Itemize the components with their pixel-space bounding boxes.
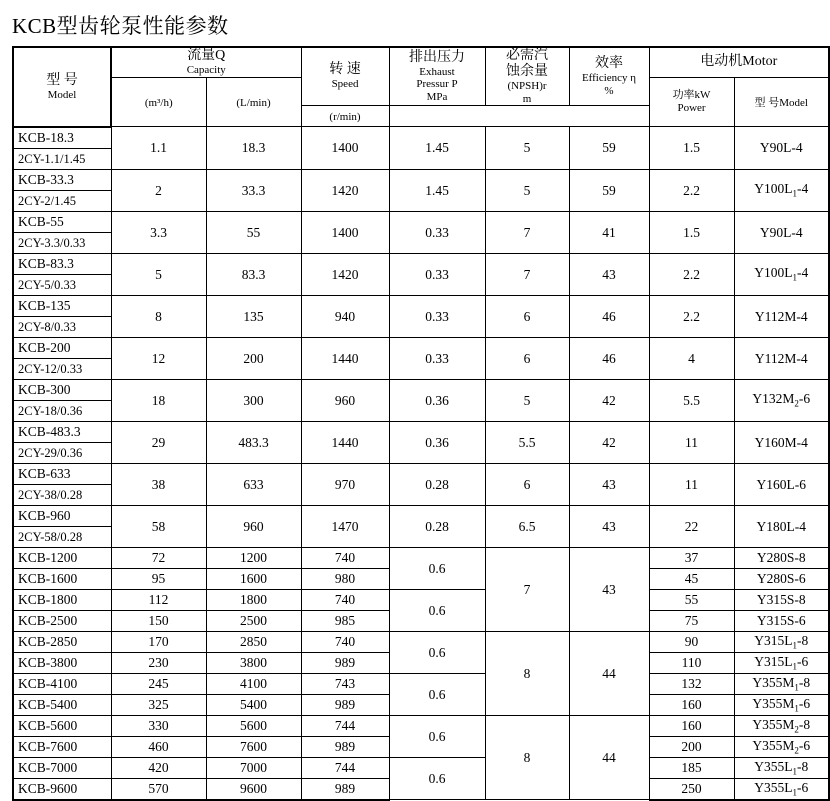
cell-motor-model: $Y355M_2-8$	[734, 715, 829, 736]
table-row	[13, 295, 829, 316]
cell-capacity-lmin: 33.3	[206, 169, 301, 211]
cell-model-alt: 2CY-12/0.33	[13, 358, 111, 379]
performance-table	[12, 46, 830, 801]
cell-speed: 1400	[301, 127, 389, 170]
cell-speed: 940	[301, 295, 389, 337]
cell-capacity-m3h: 5	[111, 253, 206, 295]
cell-model: KCB-1600	[13, 568, 111, 589]
cell-motor-model: Y160M-4	[734, 421, 829, 463]
cell-motor-power: 90	[649, 631, 734, 652]
cell-motor-model: $Y355L_1-6$	[734, 778, 829, 800]
cell-model: KCB-83.3	[13, 253, 111, 274]
cell-capacity-lmin: 18.3	[206, 127, 301, 170]
cell-speed: 970	[301, 463, 389, 505]
cell-motor-power: 4	[649, 337, 734, 379]
cell-speed: 740	[301, 589, 389, 610]
cell-capacity-m3h: 230	[111, 652, 206, 673]
cell-efficiency: 44	[569, 631, 649, 715]
cell-capacity-m3h: 330	[111, 715, 206, 736]
header-efficiency	[569, 47, 649, 106]
cell-capacity-m3h: 29	[111, 421, 206, 463]
cell-model: KCB-483.3	[13, 421, 111, 442]
cell-speed: 1420	[301, 253, 389, 295]
cell-motor-model: $Y315L_1-8$	[734, 631, 829, 652]
table-row	[13, 127, 829, 149]
header-model	[13, 47, 111, 127]
cell-motor-power: 1.5	[649, 127, 734, 170]
cell-speed: 960	[301, 379, 389, 421]
cell-capacity-lmin: 200	[206, 337, 301, 379]
header-efficiency-cn: 效率	[595, 56, 624, 72]
header-pressure	[389, 47, 485, 106]
cell-npsh: 6.5	[485, 505, 569, 547]
table-row	[13, 505, 829, 526]
cell-capacity-lmin: 9600	[206, 778, 301, 800]
cell-capacity-m3h: 72	[111, 547, 206, 568]
cell-motor-model: $Y100L_1-4$	[734, 253, 829, 295]
cell-efficiency: 43	[569, 253, 649, 295]
cell-speed: 989	[301, 736, 389, 757]
cell-motor-model: Y280S-8	[734, 547, 829, 568]
cell-pressure: 0.33	[389, 253, 485, 295]
cell-model: KCB-2500	[13, 610, 111, 631]
table-row	[13, 547, 829, 568]
cell-motor-power: 2.2	[649, 295, 734, 337]
cell-speed: 1420	[301, 169, 389, 211]
cell-model: KCB-200	[13, 337, 111, 358]
cell-motor-model: Y90L-4	[734, 211, 829, 253]
table-body	[13, 127, 829, 800]
cell-capacity-lmin: 135	[206, 295, 301, 337]
cell-pressure: 0.6	[389, 547, 485, 589]
cell-npsh: 7	[485, 547, 569, 631]
cell-efficiency: 43	[569, 463, 649, 505]
cell-pressure: 0.36	[389, 379, 485, 421]
cell-capacity-lmin: 5600	[206, 715, 301, 736]
header-speed-en: Speed	[331, 78, 359, 91]
cell-motor-model: $Y315L_1-6$	[734, 652, 829, 673]
cell-pressure: 0.6	[389, 673, 485, 715]
cell-model: KCB-5400	[13, 694, 111, 715]
cell-efficiency: 43	[569, 505, 649, 547]
cell-motor-power: 185	[649, 757, 734, 778]
cell-pressure: 0.28	[389, 463, 485, 505]
cell-capacity-lmin: 1200	[206, 547, 301, 568]
header-npsh	[485, 47, 569, 106]
cell-capacity-m3h: 3.3	[111, 211, 206, 253]
cell-npsh: 7	[485, 211, 569, 253]
cell-capacity-lmin: 960	[206, 505, 301, 547]
cell-capacity-lmin: 3800	[206, 652, 301, 673]
table-header	[13, 47, 829, 127]
header-motor-model: 型 号Model	[734, 77, 829, 127]
cell-motor-model: Y112M-4	[734, 337, 829, 379]
cell-capacity-m3h: 18	[111, 379, 206, 421]
cell-motor-model: Y315S-6	[734, 610, 829, 631]
cell-motor-power: 2.2	[649, 253, 734, 295]
cell-motor-power: 110	[649, 652, 734, 673]
cell-model: KCB-18.3	[13, 127, 111, 149]
header-npsh-cn2: 蚀余量	[506, 64, 549, 80]
cell-efficiency: 46	[569, 295, 649, 337]
cell-pressure: 0.6	[389, 589, 485, 631]
cell-npsh: 6	[485, 337, 569, 379]
cell-capacity-m3h: 38	[111, 463, 206, 505]
cell-npsh: 6	[485, 463, 569, 505]
header-speed-cn: 转 速	[329, 62, 361, 78]
header-npsh-en1: (NPSH)r	[507, 80, 547, 93]
cell-model: KCB-7000	[13, 757, 111, 778]
cell-model: KCB-1200	[13, 547, 111, 568]
cell-model-alt: 2CY-5/0.33	[13, 274, 111, 295]
header-efficiency-unit: %	[604, 84, 614, 97]
cell-capacity-lmin: 1800	[206, 589, 301, 610]
cell-capacity-lmin: 2850	[206, 631, 301, 652]
cell-motor-model: Y180L-4	[734, 505, 829, 547]
table-row	[13, 337, 829, 358]
cell-npsh: 7	[485, 253, 569, 295]
cell-npsh: 6	[485, 295, 569, 337]
cell-capacity-m3h: 95	[111, 568, 206, 589]
cell-capacity-lmin: 55	[206, 211, 301, 253]
header-model-en: Model	[47, 88, 77, 101]
cell-motor-model: Y280S-6	[734, 568, 829, 589]
cell-motor-model: $Y100L_1-4$	[734, 169, 829, 211]
cell-capacity-m3h: 150	[111, 610, 206, 631]
cell-capacity-lmin: 5400	[206, 694, 301, 715]
cell-capacity-m3h: 245	[111, 673, 206, 694]
table-row	[13, 379, 829, 400]
cell-model: KCB-135	[13, 295, 111, 316]
cell-efficiency: 59	[569, 127, 649, 170]
cell-speed: 740	[301, 631, 389, 652]
cell-motor-model: Y160L-6	[734, 463, 829, 505]
cell-model: KCB-5600	[13, 715, 111, 736]
cell-model: KCB-2850	[13, 631, 111, 652]
table-row	[13, 715, 829, 736]
cell-motor-power: 37	[649, 547, 734, 568]
cell-pressure: 1.45	[389, 169, 485, 211]
cell-speed: 1400	[301, 211, 389, 253]
cell-motor-power: 55	[649, 589, 734, 610]
cell-motor-power: 75	[649, 610, 734, 631]
cell-efficiency: 42	[569, 379, 649, 421]
cell-pressure: 1.45	[389, 127, 485, 170]
cell-motor-model: $Y132M_2-6$	[734, 379, 829, 421]
cell-capacity-m3h: 1.1	[111, 127, 206, 170]
cell-model: KCB-9600	[13, 778, 111, 800]
cell-pressure: 0.28	[389, 505, 485, 547]
header-model-cn: 型 号	[46, 72, 78, 88]
cell-speed: 1440	[301, 337, 389, 379]
cell-motor-power: 2.2	[649, 169, 734, 211]
cell-capacity-lmin: 300	[206, 379, 301, 421]
cell-capacity-m3h: 460	[111, 736, 206, 757]
cell-model: KCB-960	[13, 505, 111, 526]
cell-capacity-lmin: 1600	[206, 568, 301, 589]
cell-speed: 740	[301, 547, 389, 568]
header-pressure-en3: MPa	[426, 91, 448, 104]
header-capacity-en: Capacity	[186, 64, 226, 77]
cell-pressure: 0.33	[389, 295, 485, 337]
cell-motor-model: Y315S-8	[734, 589, 829, 610]
cell-motor-model: $Y355L_1-8$	[734, 757, 829, 778]
cell-efficiency: 42	[569, 421, 649, 463]
table-row	[13, 211, 829, 232]
cell-capacity-m3h: 420	[111, 757, 206, 778]
cell-capacity-lmin: 2500	[206, 610, 301, 631]
header-motor-power: 功率kW Power	[649, 77, 734, 127]
cell-efficiency: 46	[569, 337, 649, 379]
table-row	[13, 757, 829, 778]
cell-model-alt: 2CY-38/0.28	[13, 484, 111, 505]
header-capacity-cn: 流量Q	[187, 48, 226, 63]
header-speed-unit: (r/min)	[301, 106, 389, 127]
cell-pressure: 0.6	[389, 757, 485, 800]
table-row	[13, 463, 829, 484]
header-capacity-unit-lmin: (L/min)	[206, 77, 301, 127]
cell-motor-power: 160	[649, 694, 734, 715]
header-motor-cn: 电动机Motor	[700, 54, 778, 70]
cell-speed: 1470	[301, 505, 389, 547]
cell-pressure: 0.6	[389, 631, 485, 673]
cell-speed: 989	[301, 694, 389, 715]
header-pressure-cn: 排出压力	[409, 49, 466, 65]
cell-model-alt: 2CY-58/0.28	[13, 526, 111, 547]
cell-speed: 985	[301, 610, 389, 631]
cell-pressure: 0.33	[389, 337, 485, 379]
table-row	[13, 631, 829, 652]
cell-model: KCB-300	[13, 379, 111, 400]
header-speed	[301, 47, 389, 106]
cell-model-alt: 2CY-8/0.33	[13, 316, 111, 337]
cell-model: KCB-3800	[13, 652, 111, 673]
cell-model: KCB-1800	[13, 589, 111, 610]
cell-capacity-lmin: 483.3	[206, 421, 301, 463]
cell-motor-power: 11	[649, 463, 734, 505]
header-efficiency-en: Efficiency η	[581, 72, 637, 85]
cell-efficiency: 44	[569, 715, 649, 800]
cell-motor-power: 11	[649, 421, 734, 463]
cell-speed: 989	[301, 778, 389, 800]
cell-model: KCB-33.3	[13, 169, 111, 190]
cell-model-alt: 2CY-2/1.45	[13, 190, 111, 211]
cell-motor-power: 45	[649, 568, 734, 589]
cell-efficiency: 43	[569, 547, 649, 631]
cell-capacity-lmin: 7000	[206, 757, 301, 778]
cell-model: KCB-55	[13, 211, 111, 232]
table-row	[13, 421, 829, 442]
cell-capacity-m3h: 112	[111, 589, 206, 610]
cell-model-alt: 2CY-18/0.36	[13, 400, 111, 421]
cell-npsh: 5	[485, 379, 569, 421]
header-motor	[649, 47, 829, 77]
cell-capacity-m3h: 12	[111, 337, 206, 379]
cell-model: KCB-7600	[13, 736, 111, 757]
cell-capacity-lmin: 4100	[206, 673, 301, 694]
cell-npsh: 8	[485, 715, 569, 800]
cell-npsh: 5	[485, 127, 569, 170]
cell-capacity-lmin: 633	[206, 463, 301, 505]
cell-npsh: 8	[485, 631, 569, 715]
cell-pressure: 0.36	[389, 421, 485, 463]
header-pressure-en1: Exhaust	[419, 65, 455, 78]
cell-model: KCB-4100	[13, 673, 111, 694]
cell-efficiency: 41	[569, 211, 649, 253]
cell-motor-power: 200	[649, 736, 734, 757]
table-row	[13, 673, 829, 694]
header-pressure-en2: Pressur P	[416, 78, 458, 91]
cell-motor-power: 5.5	[649, 379, 734, 421]
cell-motor-model: Y112M-4	[734, 295, 829, 337]
cell-pressure: 0.6	[389, 715, 485, 757]
cell-motor-power: 160	[649, 715, 734, 736]
cell-speed: 743	[301, 673, 389, 694]
cell-motor-power: 250	[649, 778, 734, 800]
cell-npsh: 5.5	[485, 421, 569, 463]
cell-capacity-m3h: 58	[111, 505, 206, 547]
cell-model-alt: 2CY-29/0.36	[13, 442, 111, 463]
header-npsh-cn1: 必需汽	[506, 48, 549, 63]
cell-speed: 980	[301, 568, 389, 589]
cell-motor-model: $Y355M_1-8$	[734, 673, 829, 694]
cell-motor-model: Y90L-4	[734, 127, 829, 170]
cell-model-alt: 2CY-1.1/1.45	[13, 148, 111, 169]
table-row	[13, 589, 829, 610]
cell-capacity-m3h: 2	[111, 169, 206, 211]
cell-capacity-m3h: 8	[111, 295, 206, 337]
cell-motor-power: 132	[649, 673, 734, 694]
cell-motor-power: 22	[649, 505, 734, 547]
cell-capacity-lmin: 7600	[206, 736, 301, 757]
cell-motor-power: 1.5	[649, 211, 734, 253]
cell-capacity-m3h: 325	[111, 694, 206, 715]
cell-efficiency: 59	[569, 169, 649, 211]
header-capacity-unit-m3h: (m³/h)	[111, 77, 206, 127]
cell-speed: 989	[301, 652, 389, 673]
cell-capacity-m3h: 570	[111, 778, 206, 800]
cell-pressure: 0.33	[389, 211, 485, 253]
cell-motor-model: $Y355M_1-6$	[734, 694, 829, 715]
header-capacity	[111, 47, 301, 77]
cell-speed: 1440	[301, 421, 389, 463]
cell-speed: 744	[301, 715, 389, 736]
page-title: KCB型齿轮泵性能参数	[12, 14, 229, 38]
cell-speed: 744	[301, 757, 389, 778]
cell-motor-model: $Y355M_2-6$	[734, 736, 829, 757]
table-row	[13, 169, 829, 190]
cell-model: KCB-633	[13, 463, 111, 484]
cell-capacity-lmin: 83.3	[206, 253, 301, 295]
cell-capacity-m3h: 170	[111, 631, 206, 652]
cell-npsh: 5	[485, 169, 569, 211]
header-npsh-en2: m	[522, 92, 532, 105]
table-row	[13, 253, 829, 274]
cell-model-alt: 2CY-3.3/0.33	[13, 232, 111, 253]
